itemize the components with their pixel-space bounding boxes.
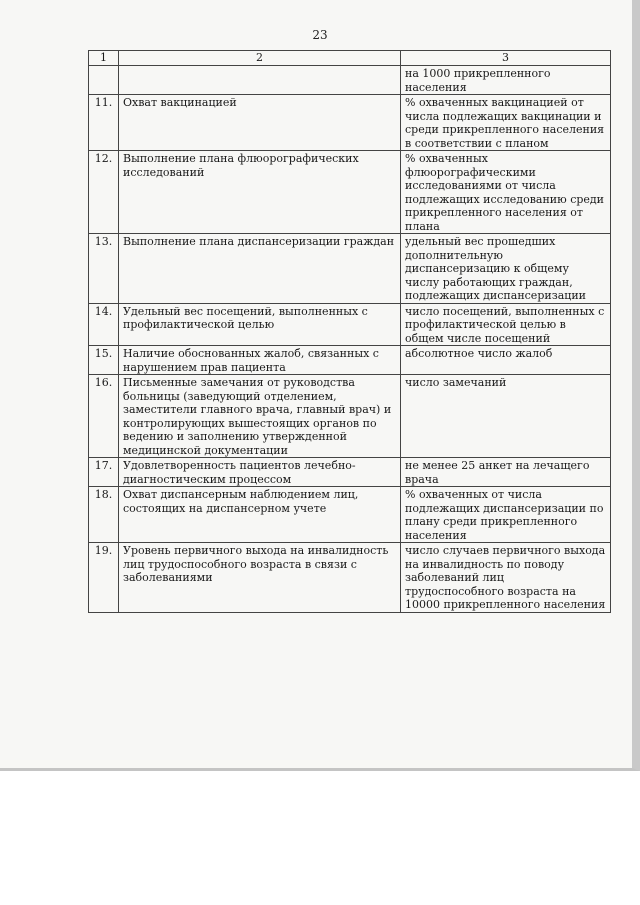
indicator-cell: Письменные замечания от руководства больницы (заведующий отделением, заместители главного врача, главный врач) и контролирующих вышестоящих органов по ведению и заполнению утвержденной медицинской документации	[119, 375, 401, 458]
indicators-table	[88, 50, 611, 613]
table-row	[89, 458, 611, 487]
unit-cell: число случаев первичного выхода на инвалидность по поводу заболеваний лиц трудоспособного возраста на 10000 прикрепленного населения	[401, 543, 611, 613]
table-row	[89, 151, 611, 234]
row-number: 19.	[89, 543, 119, 613]
header-col-3: 3	[401, 51, 611, 66]
page-number: 23	[312, 28, 328, 42]
row-number	[89, 66, 119, 95]
header-col-2: 2	[119, 51, 401, 66]
table-row	[89, 543, 611, 613]
unit-cell: удельный вес прошедших дополнительную диспансеризацию к общему числу работающих граждан, подлежащих диспансеризации	[401, 234, 611, 304]
table-row	[89, 346, 611, 375]
unit-cell: число замечаний	[401, 375, 611, 458]
unit-cell: на 1000 прикрепленного населения	[401, 66, 611, 95]
indicator-cell: Охват диспансерным наблюдением лиц, состоящих на диспансерном учете	[119, 487, 401, 543]
table-row	[89, 303, 611, 346]
unit-cell: % охваченных от числа подлежащих диспансеризации по плану среди прикрепленного населения	[401, 487, 611, 543]
indicator-cell: Выполнение плана диспансеризации граждан	[119, 234, 401, 304]
row-number: 12.	[89, 151, 119, 234]
table-row	[89, 234, 611, 304]
indicator-cell: Уровень первичного выхода на инвалидность лиц трудоспособного возраста в связи с заболеваниями	[119, 543, 401, 613]
unit-cell: число посещений, выполненных с профилактической целью в общем числе посещений	[401, 303, 611, 346]
unit-cell: абсолютное число жалоб	[401, 346, 611, 375]
indicator-cell: Удовлетворенность пациентов лечебно-диагностическим процессом	[119, 458, 401, 487]
unit-cell: не менее 25 анкет на лечащего врача	[401, 458, 611, 487]
unit-cell: % охваченных флюорографическими исследованиями от числа подлежащих исследованию среди прикрепленного населения от плана	[401, 151, 611, 234]
table-row	[89, 95, 611, 151]
indicator-cell: Наличие обоснованных жалоб, связанных с нарушением прав пациента	[119, 346, 401, 375]
header-col-1: 1	[89, 51, 119, 66]
row-number: 14.	[89, 303, 119, 346]
table-row	[89, 375, 611, 458]
row-number: 11.	[89, 95, 119, 151]
row-number: 18.	[89, 487, 119, 543]
row-number: 17.	[89, 458, 119, 487]
table-row	[89, 66, 611, 95]
row-number: 16.	[89, 375, 119, 458]
table-row	[89, 487, 611, 543]
row-number: 13.	[89, 234, 119, 304]
indicator-cell	[119, 66, 401, 95]
indicator-cell: Охват вакцинацией	[119, 95, 401, 151]
indicator-cell: Удельный вес посещений, выполненных с профилактической целью	[119, 303, 401, 346]
table-header-row	[89, 51, 611, 66]
indicator-cell: Выполнение плана флюорографических исследований	[119, 151, 401, 234]
row-number: 15.	[89, 346, 119, 375]
unit-cell: % охваченных вакцинацией от числа подлежащих вакцинации и среди прикрепленного населения в соответствии с планом	[401, 95, 611, 151]
